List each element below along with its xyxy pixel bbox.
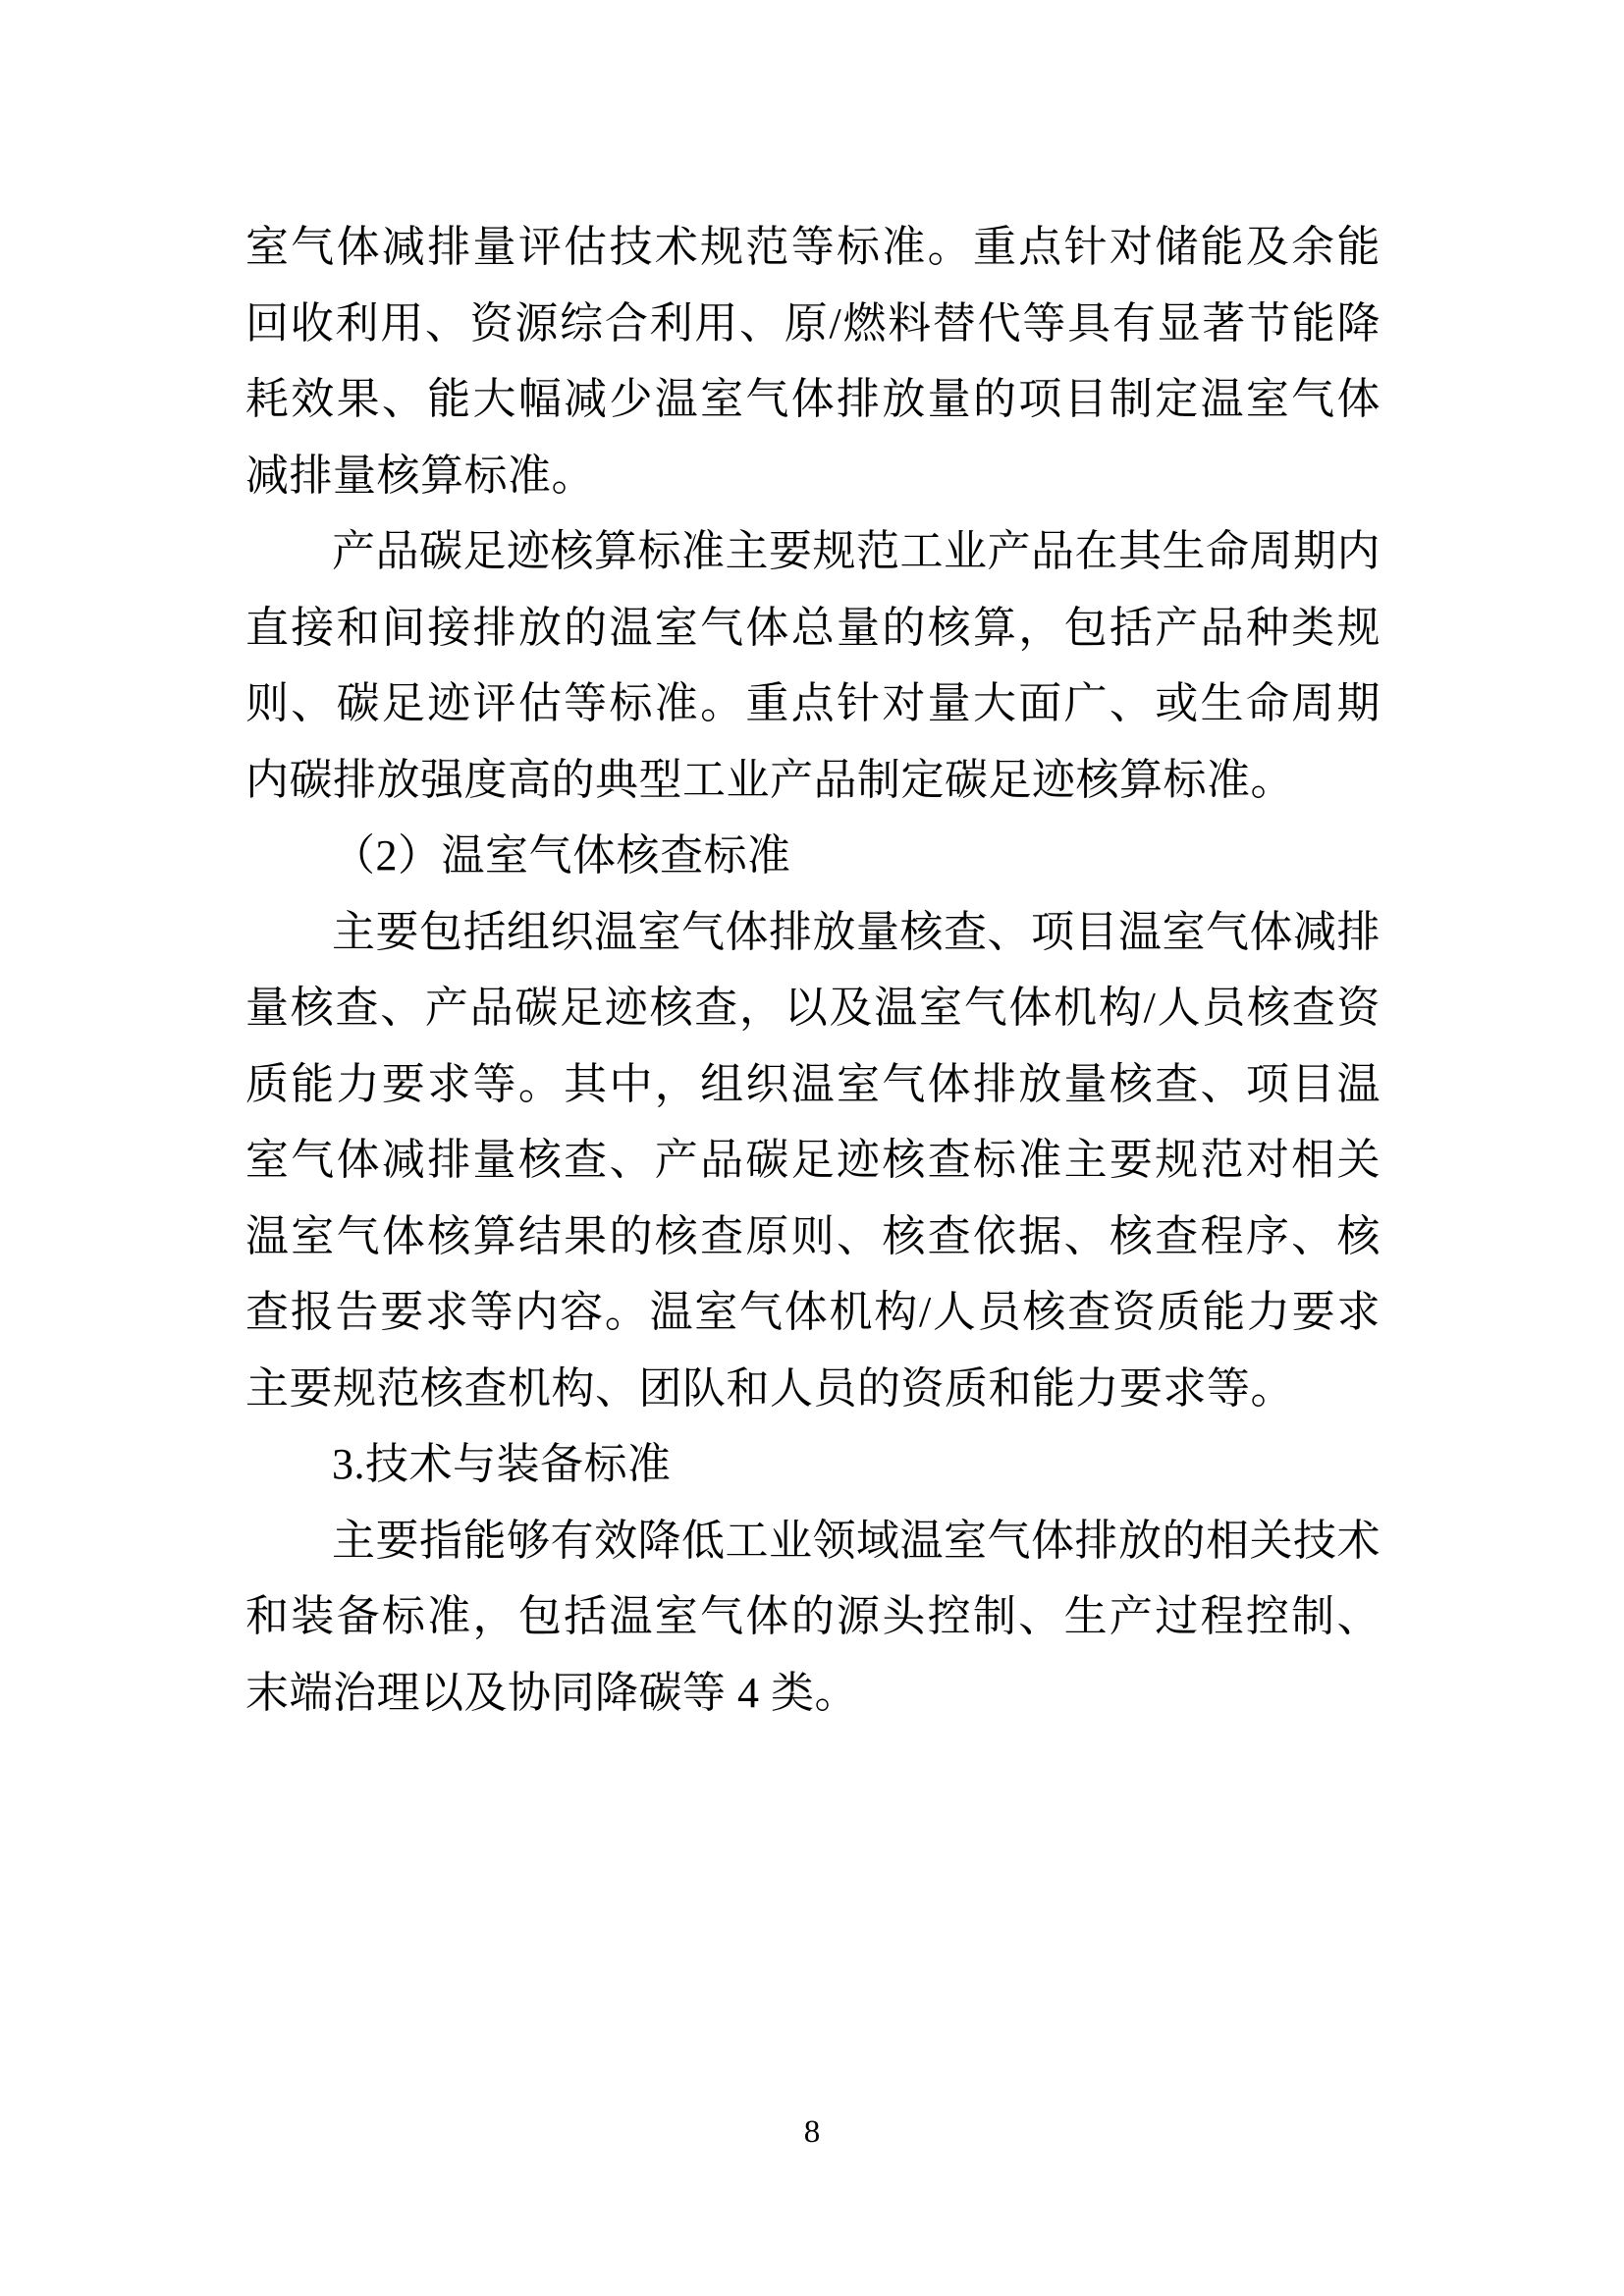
paragraph: 3.技术与装备标准: [332, 1440, 672, 1488]
paragraph: 室气体减排量评估技术规范等标准。重点针对储能及余能回收利用、资源综合利用、原/燃料替代等具有显著节能降耗效果、能大幅减少温室气体排放量的项目制定温室气体减排量核算标准。: [245, 223, 1380, 500]
document-body: [245, 209, 1380, 1731]
page-number: 8: [803, 2114, 821, 2150]
paragraph: （2）温室气体核查标准: [332, 831, 791, 880]
paragraph: 主要指能够有效降低工业领域温室气体排放的相关技术和装备标准，包括温室气体的源头控制、生产过程控制、末端治理以及协同降碳等 4 类。: [245, 1516, 1380, 1717]
paragraph: 主要包括组织温室气体排放量核查、项目温室气体减排量核查、产品碳足迹核查，以及温室气体机构/人员核查资质能力要求等。其中，组织温室气体排放量核查、项目温室气体减排量核查、产品碳足迹核查标准主要规范对相关温室气体核算结果的核查原则、核查依据、核查程序、核查报告要求等内容。温室气体机构/人员核查资质能力要求主要规范核查机构、团队和人员的资质和能力要求等。: [245, 907, 1380, 1413]
paragraph: 产品碳足迹核算标准主要规范工业产品在其生命周期内直接和间接排放的温室气体总量的核算，包括产品种类规则、碳足迹评估等标准。重点针对量大面广、或生命周期内碳排放强度高的典型工业产品制定碳足迹核算标准。: [245, 527, 1380, 804]
